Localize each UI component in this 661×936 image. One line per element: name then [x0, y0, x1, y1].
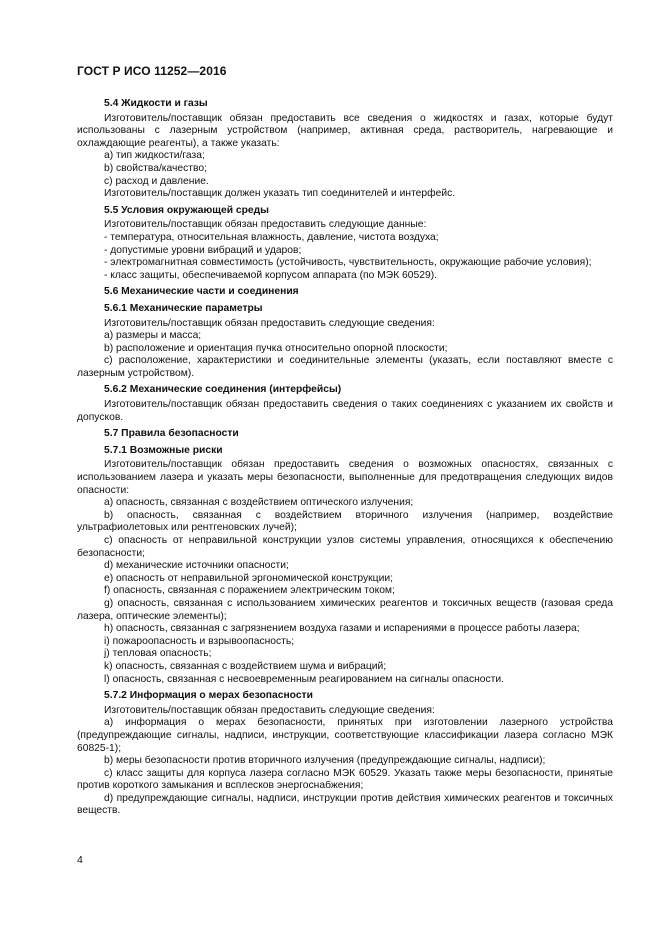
- paragraph: Изготовитель/поставщик обязан предоставить сведения о возможных опасностях, связанных с использованием лазера и указать меры безопасности, выполненные для предотвращения следующих видов опасности:: [77, 459, 613, 496]
- list-item: h) опасность, связанная с загрязнением воздуха газами и испарениями в процессе работы лазера;: [104, 623, 580, 635]
- section-heading-5-7: 5.7 Правила безопасности: [104, 428, 239, 440]
- list-item: d) механические источники опасности;: [104, 560, 289, 572]
- section-heading-5-4: 5.4 Жидкости и газы: [104, 98, 208, 109]
- list-item: f) опасность, связанная с поражением электрическим током;: [104, 585, 395, 597]
- list-item: c) расположение, характеристики и соединительные элементы (указать, если поставляют вместе с лазерным устройством).: [77, 355, 613, 379]
- list-item: a) информация о мерах безопасности, принятых при изготовлении лазерного устройства (предупреждающие сигналы, надписи, инструкции, соответствующие классификации лазера согласно МЭК 60825-1);: [77, 717, 613, 754]
- list-item: j) тепловая опасность;: [104, 648, 212, 660]
- section-heading-5-7-2: 5.7.2 Информация о мерах безопасности: [104, 690, 313, 702]
- list-item: - электромагнитная совместимость (устойчивость, чувствительность, окружающие рабочие условия);: [104, 257, 592, 269]
- paragraph: Изготовитель/поставщик должен указать тип соединителей и интерфейс.: [104, 188, 456, 200]
- page-number: 4: [77, 854, 83, 866]
- list-item: b) опасность, связанная с воздействием вторичного излучения (например, воздействие ультрафиолетовых или рентгеновских лучей);: [77, 509, 613, 534]
- paragraph: Изготовитель/поставщик обязан предоставить все сведения о жидкостях и газах, которые будут использованы с лазерным устройством (например, активная среда, растворитель, нагревающие и охлаждающие реагенты), а также указать:: [77, 112, 613, 149]
- list-item: b) расположение и ориентация пучка относительно опорной плоскости;: [104, 342, 448, 354]
- list-item: c) класс защиты для корпуса лазера согласно МЭК 60529. Указать также меры безопасности, принятые против короткого замыкания и всплесков энергоснабжения;: [77, 767, 613, 792]
- list-item: a) тип жидкости/газа;: [104, 150, 205, 162]
- list-item: l) опасность, связанная с несвоевременным реагированием на сигналы опасности.: [104, 673, 505, 685]
- section-heading-5-5: 5.5 Условия окружающей среды: [104, 204, 269, 216]
- list-item: - температура, относительная влажность, давление, чистота воздуха;: [104, 231, 439, 243]
- list-item: c) расход и давление.: [104, 175, 209, 187]
- paragraph: Изготовитель/поставщик обязан предоставить следующие данные:: [104, 219, 427, 231]
- list-item: - класс защиты, обеспечиваемой корпусом аппарата (по МЭК 60529).: [104, 269, 437, 281]
- list-item: k) опасность, связанная с воздействием шума и вибраций;: [104, 660, 387, 672]
- paragraph: Изготовитель/поставщик обязан предоставить следующие сведения:: [104, 317, 435, 329]
- list-item: - допустимые уровни вибраций и ударов;: [104, 244, 302, 256]
- section-heading-5-6-1: 5.6.1 Механические параметры: [104, 302, 263, 314]
- list-item: e) опасность от неправильной эргономической конструкции;: [104, 572, 393, 584]
- section-heading-5-7-1: 5.7.1 Возможные риски: [104, 444, 223, 456]
- list-item: b) меры безопасности против вторичного излучения (предупреждающие сигналы, надписи);: [104, 755, 546, 767]
- list-item: i) пожароопасность и взрывоопасность;: [104, 635, 295, 647]
- section-heading-5-6-2: 5.6.2 Механические соединения (интерфейсы): [104, 384, 342, 396]
- section-heading-5-6: 5.6 Механические части и соединения: [104, 286, 299, 298]
- list-item: d) предупреждающие сигналы, надписи, инструкции против действия химических реагентов и токсичных веществ.: [77, 792, 613, 817]
- list-item: b) свойства/качество;: [104, 162, 207, 174]
- list-item: g) опасность, связанная с использованием химических реагентов и токсичных веществ (газовая среда лазера, оптические элементы);: [77, 597, 613, 622]
- paragraph: Изготовитель/поставщик обязан предоставить сведения о таких соединениях с указанием их свойств и допусков.: [77, 399, 613, 423]
- list-item: a) размеры и масса;: [104, 330, 202, 342]
- list-item: c) опасность от неправильной конструкции узлов системы управления, относящихся к обеспечению безопасности;: [77, 535, 613, 559]
- list-item: a) опасность, связанная с воздействием оптического излучения;: [104, 497, 414, 509]
- paragraph: Изготовитель/поставщик обязан предоставить следующие сведения:: [104, 704, 435, 716]
- page-content: [77, 94, 613, 818]
- standard-header: ГОСТ Р ИСО 11252—2016: [77, 64, 227, 78]
